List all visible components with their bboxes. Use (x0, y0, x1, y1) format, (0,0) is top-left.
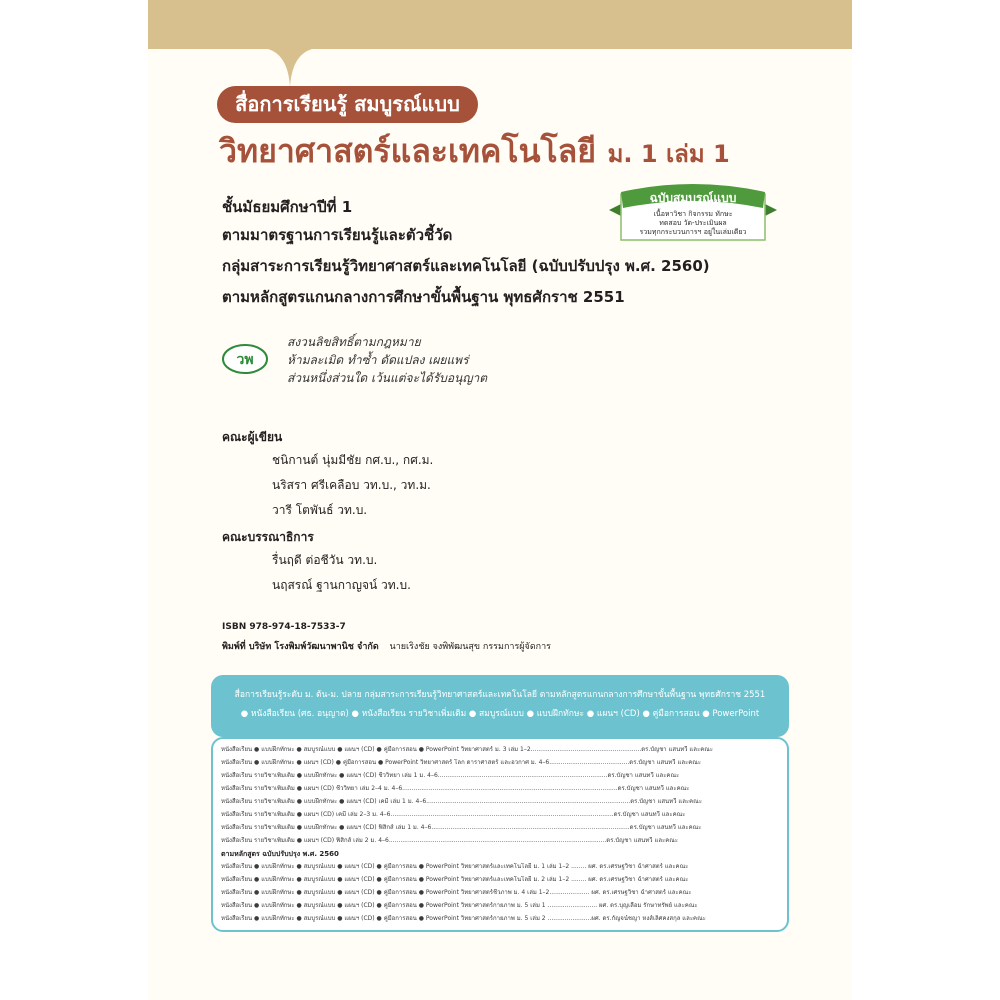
printer-line (222, 637, 551, 657)
credits (222, 428, 433, 598)
notch-shape (268, 49, 312, 87)
badge-caption (607, 210, 779, 237)
grade-volume: ม. 1 เล่ม 1 (607, 140, 730, 168)
info-line: ชั้นมัธยมศึกษาปีที่ 1 (222, 198, 353, 216)
list-item: หนังสือเรียน ● แบบฝึกทักษะ ● สมบูรณ์แบบ ● แผนฯ (CD) ● คู่มือการสอน ● PowerPoint วิทยาศาสตร์ชีวภาพ ม. 4 เล่ม 1–2..................... ผศ. ดร.เศรษฐวิชา ฉ่ำศาสตร์ และคณะ (221, 889, 692, 896)
list-item: หนังสือเรียน รายวิชาเพิ่มเติม ● แบบฝึกทักษะ ● แผนฯ (CD) ชีววิทยา เล่ม 1 ม. 4–6.........................................................................................ดร.บัญชา แสนทวี และคณะ (221, 772, 680, 779)
author-name: ชนิกานต์ นุ่มมีชัย กศ.บ., กศ.ม. (272, 453, 434, 467)
list-item: หนังสือเรียน รายวิชาเพิ่มเติม ● แผนฯ (CD) เคมี เล่ม 2–3 ม. 4–6.....................................................................................................................ดร.บัญชา แสนทวี และคณะ (221, 811, 686, 818)
publisher-logo (222, 344, 268, 374)
copyright-line: ส่วนหนึ่งส่วนใด เว้นแต่จะได้รับอนุญาต (287, 371, 488, 385)
badge-line: เนื้อหาวิชา กิจกรรม ทักษะ (653, 210, 733, 218)
isbn: ISBN 978-974-18-7533-7 (222, 622, 346, 632)
manager: นายเริงชัย จงพิพัฒนสุข กรรมการผู้จัดการ (389, 642, 552, 652)
printer: พิมพ์ที่ บริษัท โรงพิมพ์วัฒนาพานิช จำกัด (222, 642, 379, 652)
book-list (211, 737, 789, 932)
series-label: สื่อการเรียนรู้ สมบูรณ์แบบ (217, 86, 478, 123)
list-item: หนังสือเรียน ● แบบฝึกทักษะ ● สมบูรณ์แบบ ● แผนฯ (CD) ● คู่มือการสอน ● PowerPoint วิทยาศาสตร์กายภาพ ม. 5 เล่ม 1 .......................... ผศ. ดร.บุญเลื่อม รักษาทรัพย์ และคณะ (221, 902, 698, 909)
list-item: หนังสือเรียน รายวิชาเพิ่มเติม ● แผนฯ (CD) ชีววิทยา เล่ม 2–4 ม. 4–6.................................................................................................................ดร.บัญชา แสนทวี และคณะ (221, 785, 690, 792)
list-item: หนังสือเรียน รายวิชาเพิ่มเติม ● แผนฯ (CD) ฟิสิกส์ เล่ม 2 ม. 4–6..................................................................................................................ดร.บัญชา แสนทวี และคณะ (221, 837, 679, 844)
editor-name: นฤสรณ์ ฐานกาญจน์ วท.บ. (272, 578, 411, 592)
info-line: กลุ่มสาระการเรียนรู้วิทยาศาสตร์และเทคโนโลยี (ฉบับปรับปรุง พ.ศ. 2560) (222, 257, 710, 275)
series-panel-line: ● หนังสือเรียน (ศธ. อนุญาต) ● หนังสือเรียน รายวิชาเพิ่มเติม ● สมบูรณ์แบบ ● แบบฝึกทักษะ ● แผนฯ (CD) ● คู่มือการสอน ● PowerPoint (240, 709, 760, 719)
editor-name: รื่นฤดี ต่อชีวัน วท.บ. (272, 553, 378, 567)
copyright-line: สงวนลิขสิทธิ์ตามกฎหมาย (287, 335, 421, 349)
badge-ribbon-text: ฉบับสมบูรณ์แบบ (649, 191, 737, 205)
info-line: ตามหลักสูตรแกนกลางการศึกษาขั้นพื้นฐาน พุทธศักราช 2551 (222, 288, 625, 306)
copyright-line: ห้ามละเมิด ทำซ้ำ ดัดแปลง เผยแพร่ (287, 353, 469, 367)
list-item: หนังสือเรียน ● แบบฝึกทักษะ ● สมบูรณ์แบบ ● แผนฯ (CD) ● คู่มือการสอน ● PowerPoint วิทยาศาสตร์ ม. 3 เล่ม 1–2..........................................................ดร.บัญชา แสนทวี และคณะ (221, 746, 713, 753)
authors-heading: คณะผู้เขียน (222, 430, 283, 444)
badge-line: ทดสอบ วัด-ประเมินผล (659, 219, 727, 227)
author-name: นริสรา ศรีเคลือบ วท.บ., วท.ม. (272, 478, 431, 492)
top-band (148, 0, 852, 49)
subject-title: วิทยาศาสตร์และเทคโนโลยี (219, 132, 597, 170)
logo-text: วพ (236, 352, 254, 368)
list-item: หนังสือเรียน รายวิชาเพิ่มเติม ● แบบฝึกทักษะ ● แผนฯ (CD) ฟิสิกส์ เล่ม 1 ม. 4–6........................................................................................................ดร.บัญชา แสนทวี และคณะ (221, 824, 702, 831)
badge-line: รวมทุกกระบวนการฯ อยู่ในเล่มเดียว (639, 228, 747, 236)
series-panel (211, 675, 789, 737)
editors-heading: คณะบรรณาธิการ (222, 530, 314, 544)
list-item: หนังสือเรียน ● แบบฝึกทักษะ ● แผนฯ (CD) ● คู่มือการสอน ● PowerPoint วิทยาศาสตร์ โลก ดาราศาสตร์ และอวกาศ ม. 4–6..........................................ดร.บัญชา แสนทวี และคณะ (221, 759, 702, 766)
list-item: หนังสือเรียน ● แบบฝึกทักษะ ● สมบูรณ์แบบ ● แผนฯ (CD) ● คู่มือการสอน ● PowerPoint วิทยาศาสตร์กายภาพ ม. 5 เล่ม 2 .......................ผศ. ดร.กัญจน์ชญา หงส์เลิศคงสกุล และคณะ (221, 915, 706, 922)
list-item: หนังสือเรียน ● แบบฝึกทักษะ ● สมบูรณ์แบบ ● แผนฯ (CD) ● คู่มือการสอน ● PowerPoint วิทยาศาสตร์และเทคโนโลยี ม. 1 เล่ม 1–2 ........ ผศ. ดร.เศรษฐวิชา ฉ่ำศาสตร์ และคณะ (221, 863, 689, 870)
series-panel-line: สื่อการเรียนรู้ระดับ ม. ต้น-ม. ปลาย กลุ่มสาระการเรียนรู้วิทยาศาสตร์และเทคโนโลยี ตามหลักสูตรแกนกลางการศึกษาขั้นพื้นฐาน พุทธศักราช 2551 (234, 690, 766, 700)
info-line: ตามมาตรฐานการเรียนรู้และตัวชี้วัด (222, 226, 453, 244)
page-title (219, 127, 730, 181)
list-item: หนังสือเรียน ● แบบฝึกทักษะ ● สมบูรณ์แบบ ● แผนฯ (CD) ● คู่มือการสอน ● PowerPoint วิทยาศาสตร์และเทคโนโลยี ม. 2 เล่ม 1–2 ........ ผศ. ดร.เศรษฐวิชา ฉ่ำศาสตร์ และคณะ (221, 876, 689, 883)
copyright-notice (287, 333, 487, 387)
list-section-heading: ตามหลักสูตร ฉบับปรับปรุง พ.ศ. 2560 (221, 850, 339, 858)
author-name: วารี โตพันธ์ วท.บ. (272, 503, 368, 517)
list-item: หนังสือเรียน รายวิชาเพิ่มเติม ● แบบฝึกทักษะ ● แผนฯ (CD) เคมี เล่ม 1 ม. 4–6...........................................................................................................ดร.บัญชา แสนทวี และคณะ (221, 798, 702, 805)
publication-info (222, 617, 551, 657)
